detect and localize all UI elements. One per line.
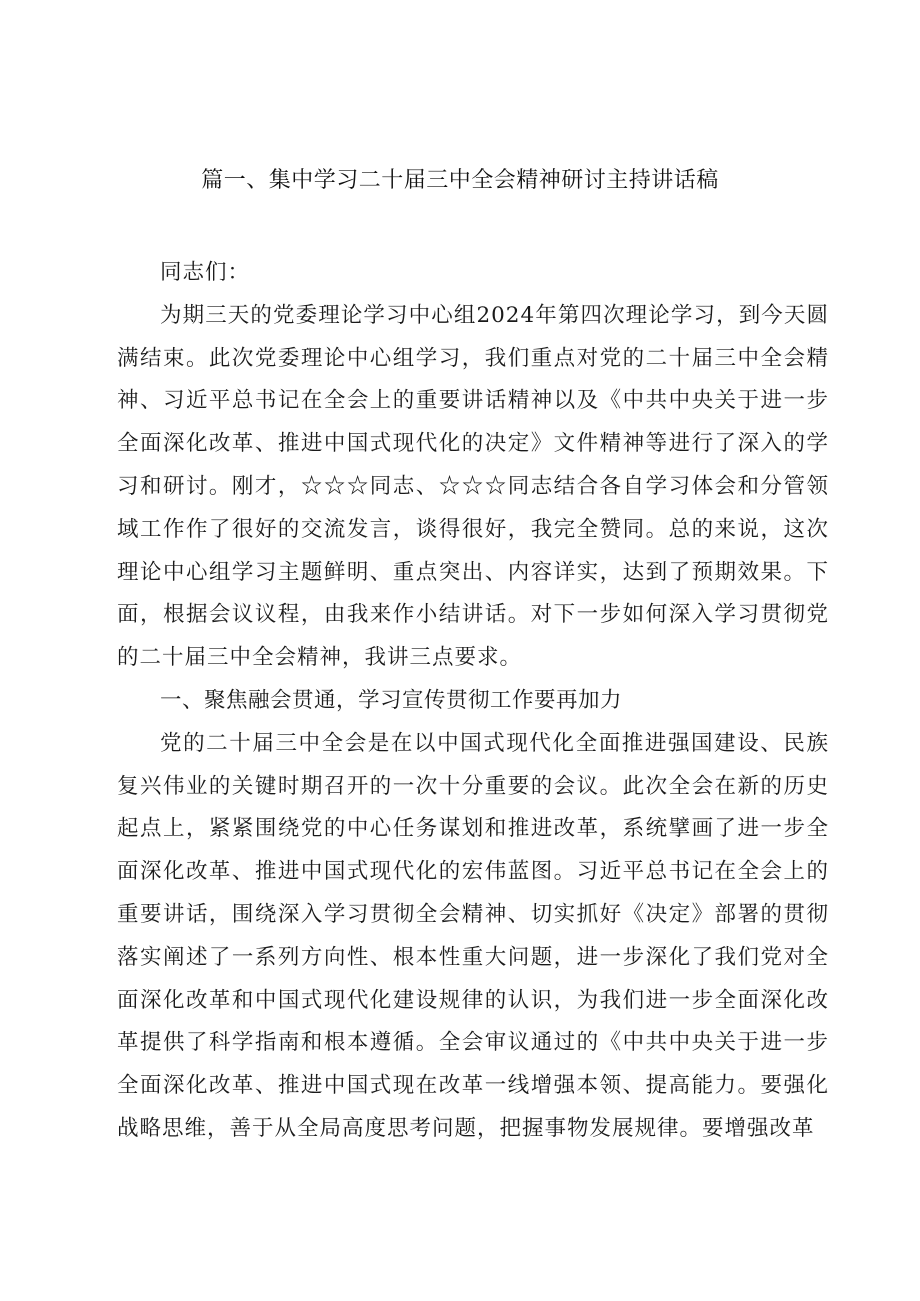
section-heading: 一、聚焦融会贯通，学习宣传贯彻工作要再加力 [160,687,623,713]
document-title: 篇一、集中学习二十届三中全会精神研讨主持讲话稿 [201,168,719,193]
intro-paragraph: 为期三天的党委理论学习中心组2024年第四次理论学习，到今天圆满结束。此次党委理论中心组学习，我们重点对党的二十届三中全会精神、习近平总书记在全会上的重要讲话精神以及《中共中央关于进一步全面深化改革、推进中国式现代化的决定》文件精神等进行了深入的学习和研讨。刚才，☆☆☆同志、☆☆☆同志结合各自学习体会和分管领域工作作了很好的交流发言，谈得很好，我完全赞同。总的来说，这次理论中心组学习主题鲜明、重点突出、内容详实，达到了预期效果。下面，根据会议议程，由我来作小结讲话。对下一步如何深入学习贯彻党的二十届三中全会精神，我讲三点要求。 [117,302,829,671]
section-paragraph: 党的二十届三中全会是在以中国式现代化全面推进强国建设、民族复兴伟业的关键时期召开的一次十分重要的会议。此次全会在新的历史起点上，紧紧围绕党的中心任务谋划和推进改革，系统擘画了进一步全面深化改革、推进中国式现代化的宏伟蓝图。习近平总书记在全会上的重要讲话，围绕深入学习贯彻全会精神、切实抓好《决定》部署的贯彻落实阐述了一系列方向性、根本性重大问题，进一步深化了我们党对全面深化改革和中国式现代化建设规律的认识，为我们进一步全面深化改革提供了科学指南和根本遵循。全会审议通过的《中共中央关于进一步全面深化改革、推进中国式现在改革一线增强本领、提高能力。要强化战略思维，善于从全局高度思考问题，把握事物发展规律。要增强改革 [117,730,829,1141]
document-body [117,252,829,1151]
salutation: 同志们： [160,260,251,285]
